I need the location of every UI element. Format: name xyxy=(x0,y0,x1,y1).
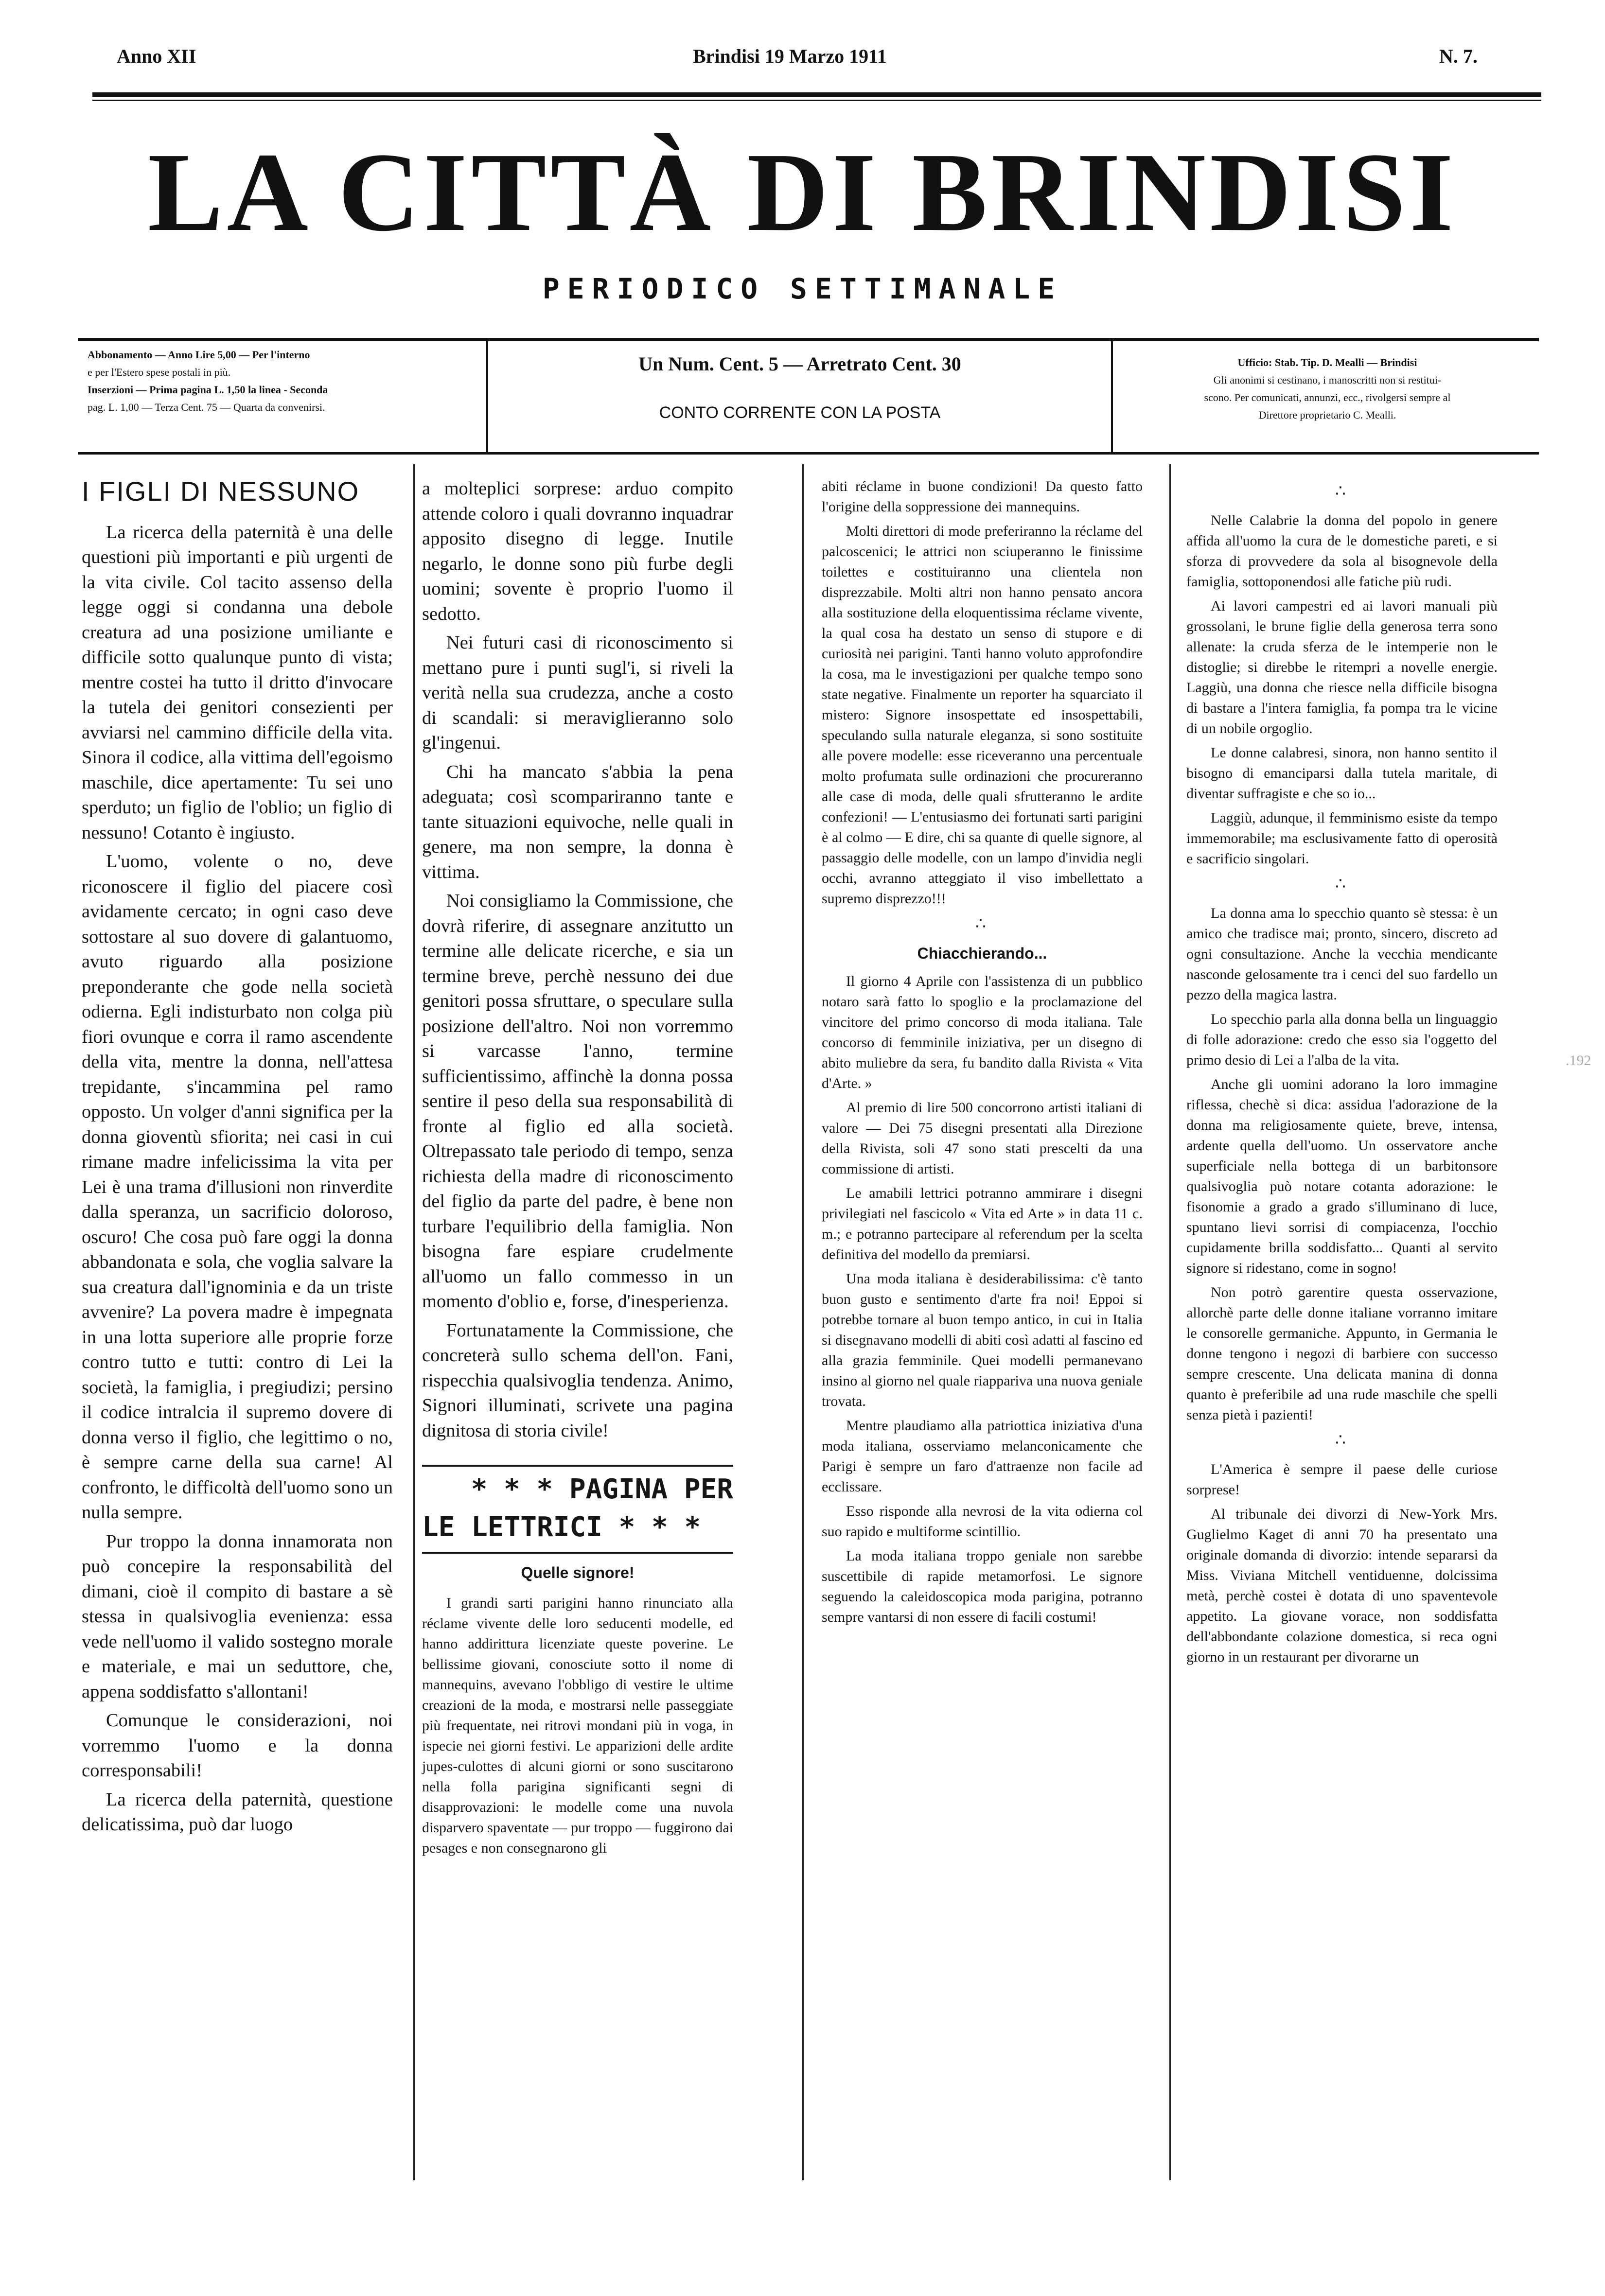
office-line: Direttore proprietario C. Mealli. xyxy=(1258,409,1396,421)
separator: ∴ xyxy=(1335,875,1349,893)
info-divider-left xyxy=(486,340,488,453)
column-3 xyxy=(822,476,1143,1631)
article-paragraph: Anche gli uomini adorano la loro immagine riflessa, chechè si dica: assidua l'adorazione de la donna ma religiosamente quiete, breve, intensa, ardente quella dell'uomo. Un osservatore anche superficiale nella bottega di un barbitonsore qualsivoglia può notare cotanta adorazione: le fisonomie a grado a grado s'illuminano di luce, spuntano lievi sorrisi di compiacenza, l'occhio cupidamente brilla soddisfatto... Quanti al servito signore si ridestano, come in sogno! xyxy=(1186,1076,1498,1276)
office-line: Ufficio: Stab. Tip. D. Mealli — Brindisi xyxy=(1237,356,1417,368)
masthead-title: LA CITTÀ DI BRINDISI xyxy=(147,130,1458,255)
article-paragraph: Laggiù, adunque, il femminismo esiste da tempo immemorabile; ma esclusivamente fatto di operosità e sacrificio singolari. xyxy=(1186,810,1498,867)
column-1 xyxy=(82,476,393,1841)
column-divider xyxy=(802,464,804,2180)
info-divider-right xyxy=(1111,340,1113,453)
top-rule xyxy=(92,92,1541,97)
office-line: scono. Per comunicati, annunzi, ecc., rivolgersi sempre al xyxy=(1204,391,1451,403)
subscription-line: Inserzioni — Prima pagina L. 1,50 la linea - Seconda xyxy=(88,384,328,396)
column-2 xyxy=(422,476,733,1862)
article-paragraph: La donna ama lo specchio quanto sè stessa: è un amico che tradisce mai; pronto, sincero, discreto ad ogni consultazione. Anche la vecchia mendicante nasconde gelosamente tra i cenci del suo fardello un pezzo della magica lastra. xyxy=(1186,905,1498,1003)
top-rule-thin xyxy=(92,100,1541,101)
article-paragraph: Chi ha mancato s'abbia la pena adeguata; così scompariranno tante e tante situazioni equivoche, nelle quali in genere, ma non sempre, la donna è vittima. xyxy=(422,761,733,882)
column-divider xyxy=(1169,464,1171,2180)
article-paragraph: Ai lavori campestri ed ai lavori manuali più grossolani, le brune figlie della generosa terra sono allenate: la cruda sferza de le intemperie non le distoglie; si direbbe le ritempri a novelle energie. Laggiù, una donna che riesce nella difficile bisogna di bastare a l'intera famiglia, fa pompa tra le vicine di un nobile orgoglio. xyxy=(1186,598,1498,736)
article-paragraph: Noi consigliamo la Commissione, che dovrà riferire, di assegnare anzitutto un termine alle delicate ricerche, e sia un termine breve, perchè nessuno dei due genitori possa sfruttare, o speculare sulla posizione dell'altro. Noi non vorremmo si varcasse l'anno, termine sufficientissimo, affinchè la donna possa sentire il peso della sua responsabilità di fronte al figlio ed alla società. Oltrepassato tale periodo di tempo, senza richiesta della madre di riconoscimento del figlio da parte del padre, è bene non turbare l'equilibrio della famiglia. Non bisogna fare espiare crudelmente all'uomo un fallo commesso in un momento d'oblio e, forse, d'inesperienza. xyxy=(422,891,733,1312)
section-rule xyxy=(422,1465,733,1467)
article-paragraph: abiti réclame in buone condizioni! Da questo fatto l'origine della soppressione dei mannequins. xyxy=(822,478,1143,515)
article-title: I FIGLI DI NESSUNO xyxy=(82,476,360,507)
article-paragraph: Le donne calabresi, sinora, non hanno sentito il bisogno di emanciparsi dalla tutela maritale, di diventar suffragiste e che so io... xyxy=(1186,745,1498,802)
article-paragraph: Nei futuri casi di riconoscimento si mettano pure i punti sugl'i, si riveli la verità nella sua crudezza, anche a costo di scandali: si meraviglieranno solo gl'ingenui. xyxy=(422,632,733,753)
price-line: Un Num. Cent. 5 — Arretrato Cent. 30 xyxy=(638,353,961,375)
article-paragraph: Nelle Calabrie la donna del popolo in genere affida all'uomo la cura de le domestiche pareti, e si sforza di provvedere da sola al bisognevole della famiglia, sottoponendosi alle fatiche più rudi. xyxy=(1186,512,1498,590)
margin-note: .192 xyxy=(1566,1052,1591,1069)
article-paragraph: a molteplici sorprese: arduo compito attende coloro i quali dovranno inquadrar apposito disegno di legge. Inutile negarlo, le donne sono più furbe degli uomini; sovente è proprio l'uomo il sedotto. xyxy=(422,478,733,624)
separator: ∴ xyxy=(975,915,989,933)
column-divider xyxy=(413,464,415,2180)
article-paragraph: L'uomo, volente o no, deve riconoscere il figlio del piacere così avidamente cercato; in ogni caso deve sottostare al suo dovere di galantuomo, avuto riguardo alla posizione preponderante che gode nella società odierna. Egli indisturbato non colga più fiori ovunque e corra il ramo ascendente della vita, mentre la donna, nell'attesa trepidante, s'incammina pel ramo opposto. Un volger d'anni significa per la donna gioventù sfiorita; nei casi in cui rimane madre infelicissima la vita per Lei è una trama d'illusioni non rinverdite dalla speranza, un sacrificio doloroso, oscuro! Che cosa può fare oggi la donna abbandonata e sola, che voglia salvare la sua creatura dall'ignominia e da un triste avvenire? La povera madre è impegnata in una lotta superiore alle proprie forze contro tutto e tutti: contro di Lei la società, la famiglia, i pregiudizi; persino il codice intralcia il supremo dovere di donna verso il figlio, che legittimo o no, è sempre carne della sua carne! Al confronto, le difficoltà dell'uomo sono un nulla sempre. xyxy=(82,851,393,1523)
article-paragraph: Le amabili lettrici potranno ammirare i disegni privilegiati nel fascicolo « Vita ed Arte » in data 11 c. m.; e potranno partecipare al referendum per la scelta definitiva del modello da premiarsi. xyxy=(822,1185,1143,1262)
article-paragraph: Comunque le considerazioni, noi vorremmo l'uomo e la donna corresponsabili! xyxy=(82,1710,393,1781)
postal-account: CONTO CORRENTE CON LA POSTA xyxy=(659,403,941,422)
issue-year: Anno XII xyxy=(117,45,196,67)
issue-number: N. 7. xyxy=(1439,45,1478,67)
article-title: Quelle signore! xyxy=(521,1563,635,1581)
article-title: Chiacchierando... xyxy=(917,945,1047,962)
separator: ∴ xyxy=(1335,482,1349,500)
article-paragraph: Pur troppo la donna innamorata non può concepire la responsabilità del dimani, cioè il compito di bastare a sè stessa in qualsivoglia evenienza: essa vede nell'uomo il valido sostegno morale e materiale, e mai un seduttore, che, appena soddisfatto s'allontani! xyxy=(82,1531,393,1702)
article-paragraph: Mentre plaudiamo alla patriottica iniziativa d'una moda italiana, osserviamo melanconicamente che Parigi è sempre un faro d'attraenze non facile ad ecclissare. xyxy=(822,1418,1143,1495)
article-paragraph: Al premio di lire 500 concorrono artisti italiani di valore — Dei 75 disegni presentati alla Direzione della Rivista, soli 47 sono stati prescelti da una commissione di artisti. xyxy=(822,1100,1143,1177)
masthead-subtitle: PERIODICO SETTIMANALE xyxy=(542,272,1063,305)
article-paragraph: Non potrò garentire questa osservazione, allorchè parte delle donne italiane vorranno imitare le consorelle germaniche. Appunto, in Germania le donne tengono i negozi di barbiere con successo sempre crescente. Una delicata manina di donna quanto è preferibile ad una rude maschile che spelli senza pietà i pazienti! xyxy=(1186,1284,1498,1423)
column-4 xyxy=(1186,476,1498,1671)
article-paragraph: Molti direttori di mode preferiranno la réclame del palcoscenici; le attrici non sciuperanno le finissime toilettes e costituiranno una clientela non disprezzabile. Molti altri non hanno pensato ancora alla sostituzione della eloquentissima réclame vivente, la qual cosa ha destato un senso di stupore e di curiosità nei parigini. Tanti hanno voluto approfondire la cosa, ma le investigazioni per qualche tempo sono state negative. Finalmente un reporter ha squarciato il mistero: Signore insospettate ed insospettabili, speculando sulla naturale eleganza, si sono sostituite alle povere modelle: esse riceveranno una percentuale molto profumata sulle ordinazioni che procureranno alle case di moda, delle quali sfrutteranno le ardite confezioni! — L'entusiasmo dei fortunati sarti parigini è al colmo — E dire, chi sa quante di quelle signore, al passaggio delle modelle, con un lampo d'invidia negli occhi, avranno atteggiato il viso imbellettato a supremo disprezzo!!! xyxy=(822,523,1143,907)
article-paragraph: La ricerca della paternità, questione delicatissima, può dar luogo xyxy=(82,1789,393,1835)
article-paragraph: La ricerca della paternità è una delle questioni più importanti e più urgenti de la vita civile. Col tacito assenso della legge oggi si condanna una debole creatura ad una posizione umiliante e difficile sotto qualunque punto di vista; mentre costei ha tutto il dritto d'invocare la tutela dei genitori consezienti per avviarsi nel cammino difficile della vita. Sinora il codice, alla vittima dell'egoismo maschile, dice apertamente: Tu sei uno sperduto; un figlio de l'oblio; un figlio di nessuno! Cotanto è ingiusto. xyxy=(82,522,393,843)
subscription-line: e per l'Estero spese postali in più. xyxy=(88,366,231,378)
section-heading-line2: LE LETTRICI * * * xyxy=(422,1508,733,1553)
article-paragraph: Esso risponde alla nevrosi de la vita odierna col suo rapido e multiforme scintillio. xyxy=(822,1503,1143,1540)
issue-date: Brindisi 19 Marzo 1911 xyxy=(693,45,887,67)
office-info xyxy=(1118,354,1536,424)
section-heading-line1: * * * PAGINA PER xyxy=(471,1473,733,1505)
article-paragraph: Una moda italiana è desiderabilissima: c'è tanto buon gusto e sentimento d'arte fra noi! Eppoi si potrebbe tornare al buon tempo antico, in cui in Italia si disegnavano modelli di abiti così adatti al fascino ed alla grazia femminile. Quei modelli permanevano insino al giorno nel quale riappariva una nuova geniale trovata. xyxy=(822,1271,1143,1409)
article-paragraph: La moda italiana troppo geniale non sarebbe suscettibile di rapide metamorfosi. Le signore seguendo la caleidoscopica moda parigina, potranno sempre vantarsi di non essere di facili costumi! xyxy=(822,1548,1143,1625)
info-bottom-rule xyxy=(78,452,1539,455)
article-paragraph: Lo specchio parla alla donna bella un linguaggio di folle adorazione: credo che esso sia l'oggetto del primo desio di Lei a l'alba de la vita. xyxy=(1186,1011,1498,1068)
info-top-rule xyxy=(78,338,1539,341)
article-paragraph: I grandi sarti parigini hanno rinunciato alla réclame vivente delle loro seducenti modelle, ed hanno addirittura licenziate queste poverine. Le bellissime giovani, conosciute sotto il nome di mannequins, avevano l'obbligo di vestire le ultime creazioni de la moda, e mostrarsi nelle passeggiate più frequentate, nei ritrovi mondani più in voga, in ispecie nei giorni festivi. Le apparizioni delle ardite jupes-culottes di alcuni giorni or sono suscitarono nella folla parigina significanti segni di disapprovazioni: le modelle come una nuvola disparvero spaventate — pur troppo — fuggirono dai pesages e non consegnarono gli xyxy=(422,1595,733,1857)
subscription-line: Abbonamento — Anno Lire 5,00 — Per l'interno xyxy=(88,349,310,361)
article-paragraph: Al tribunale dei divorzi di New-York Mrs. Guglielmo Kaget di anni 70 ha presentato una originale domanda di divorzio: intende separarsi da Miss. Viviana Mitchell ventiduenne, dolcissima metà, perchè costei è dotata di uno spaventevole appetito. La giovane vorace, non soddisfatta dell'abbondante colazione domestica, si reca ogni giorno in un restaurant per divorarne un xyxy=(1186,1506,1498,1665)
article-paragraph: L'America è sempre il paese delle curiose sorprese! xyxy=(1186,1461,1498,1498)
office-line: Gli anonimi si cestinano, i manoscritti non si restitui- xyxy=(1213,374,1442,386)
article-paragraph: Il giorno 4 Aprile con l'assistenza di un pubblico notaro sarà fatto lo spoglio e la proclamazione del vincitore del primo concorso di moda italiana. Tale concorso di femminile iniziativa, per un disegno di abito muliebre da sera, fu bandito dalla Rivista « Vita d'Arte. » xyxy=(822,973,1143,1091)
subscription-info xyxy=(88,346,476,416)
article-paragraph: Fortunatamente la Commissione, che concreterà sullo schema dell'on. Fani, rispecchia qualsivoglia tendenza. Animo, Signori illuminati, scrivete una pagina dignitosa di storia civile! xyxy=(422,1320,733,1441)
separator: ∴ xyxy=(1335,1431,1349,1449)
subscription-line: pag. L. 1,00 — Terza Cent. 75 — Quarta da convenirsi. xyxy=(88,401,325,413)
